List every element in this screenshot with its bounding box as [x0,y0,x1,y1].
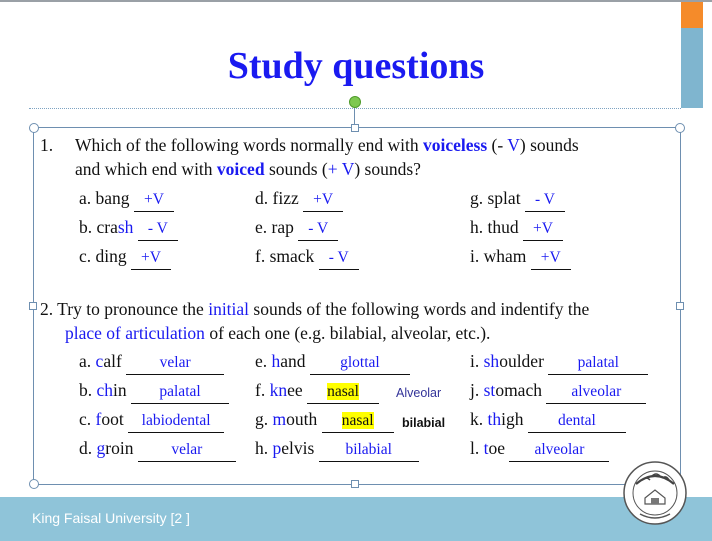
highlighted-answer: nasal [341,412,374,429]
q1-line-2: and which end with voiced sounds (+ V) sounds? [75,159,421,179]
q1-item-c: c. ding +V [79,245,171,270]
answer-blank: - V [319,247,359,270]
answer-blank: +V [523,218,563,241]
q1-item-h: h. thud +V [470,216,563,241]
q2-item-j: j. stomach alveolar [470,379,646,404]
resize-handle-top-right[interactable] [675,123,685,133]
resize-handle-left[interactable] [29,302,37,310]
answer-blank: alveolar [546,381,646,404]
answer-blank: - V [138,218,178,241]
answer-blank: - V [525,189,565,212]
q1-item-i: i. wham +V [470,245,571,270]
answer-blank: velar [138,439,236,462]
q1-number: 1. [40,135,54,155]
resize-handle-top-left[interactable] [29,123,39,133]
resize-handle-top[interactable] [351,124,359,132]
answer-blank: labiodental [128,410,224,433]
q1-item-d: d. fizz +V [255,187,343,212]
resize-handle-bottom[interactable] [351,480,359,488]
q1-line-1: Which of the following words normally end with voiceless (- V) sounds [75,135,579,155]
answer-blank: +V [131,247,171,270]
answer-blank: +V [531,247,571,270]
answer-blank: - V [298,218,338,241]
q2-item-h: h. pelvis bilabial [255,437,419,462]
highlighted-answer: nasal [327,383,359,400]
footer-text: King Faisal University [2 ] [32,510,190,526]
q2-item-b: b. chin palatal [79,379,229,404]
answer-blank: palatal [131,381,229,404]
slide-top-border [0,0,712,2]
answer-blank: +V [134,189,174,212]
answer-blank: alveolar [509,439,609,462]
q2-line-2: place of articulation of each one (e.g. bilabial, alveolar, etc.). [65,323,491,343]
q2-item-g: g. mouth nasal [255,408,394,433]
q2-item-a: a. calf velar [79,350,224,375]
rotation-handle-stem [354,106,355,126]
q2-item-l: l. toe alveolar [470,437,609,462]
q2-item-d: d. groin velar [79,437,236,462]
q2-item-g-side-note: bilabial [402,416,446,430]
q1-text [75,133,675,181]
q2-item-f: f. knee nasal [255,379,379,404]
q2-text [40,297,680,345]
answer-blank: bilabial [319,439,419,462]
answer-blank: velar [126,352,224,375]
answer-blank [307,381,379,404]
answer-blank [322,410,394,433]
q1-item-f: f. smack - V [255,245,359,270]
answer-blank: palatal [548,352,648,375]
university-seal-logo [622,460,688,526]
q1-item-b: b. crash - V [79,216,178,241]
q1-item-a: a. bang +V [79,187,174,212]
q1-item-g: g. splat - V [470,187,565,212]
answer-blank: +V [303,189,343,212]
q2-item-e: e. hand glottal [255,350,410,375]
q2-line-1: 2. Try to pronounce the initial sounds of the following words and indentify the [40,299,590,319]
slide-title[interactable]: Study questions [227,45,485,87]
q1-item-e: e. rap - V [255,216,338,241]
accent-orange-block [681,2,703,28]
q2-item-f-side-note: Alveolar [396,386,442,400]
answer-blank: glottal [310,352,410,375]
resize-handle-bottom-left[interactable] [29,479,39,489]
q2-item-i: i. shoulder palatal [470,350,648,375]
q2-item-k: k. thigh dental [470,408,626,433]
title-placeholder-frame [29,108,681,110]
q2-item-c: c. foot labiodental [79,408,224,433]
answer-blank: dental [528,410,626,433]
rotation-handle[interactable] [349,96,361,108]
